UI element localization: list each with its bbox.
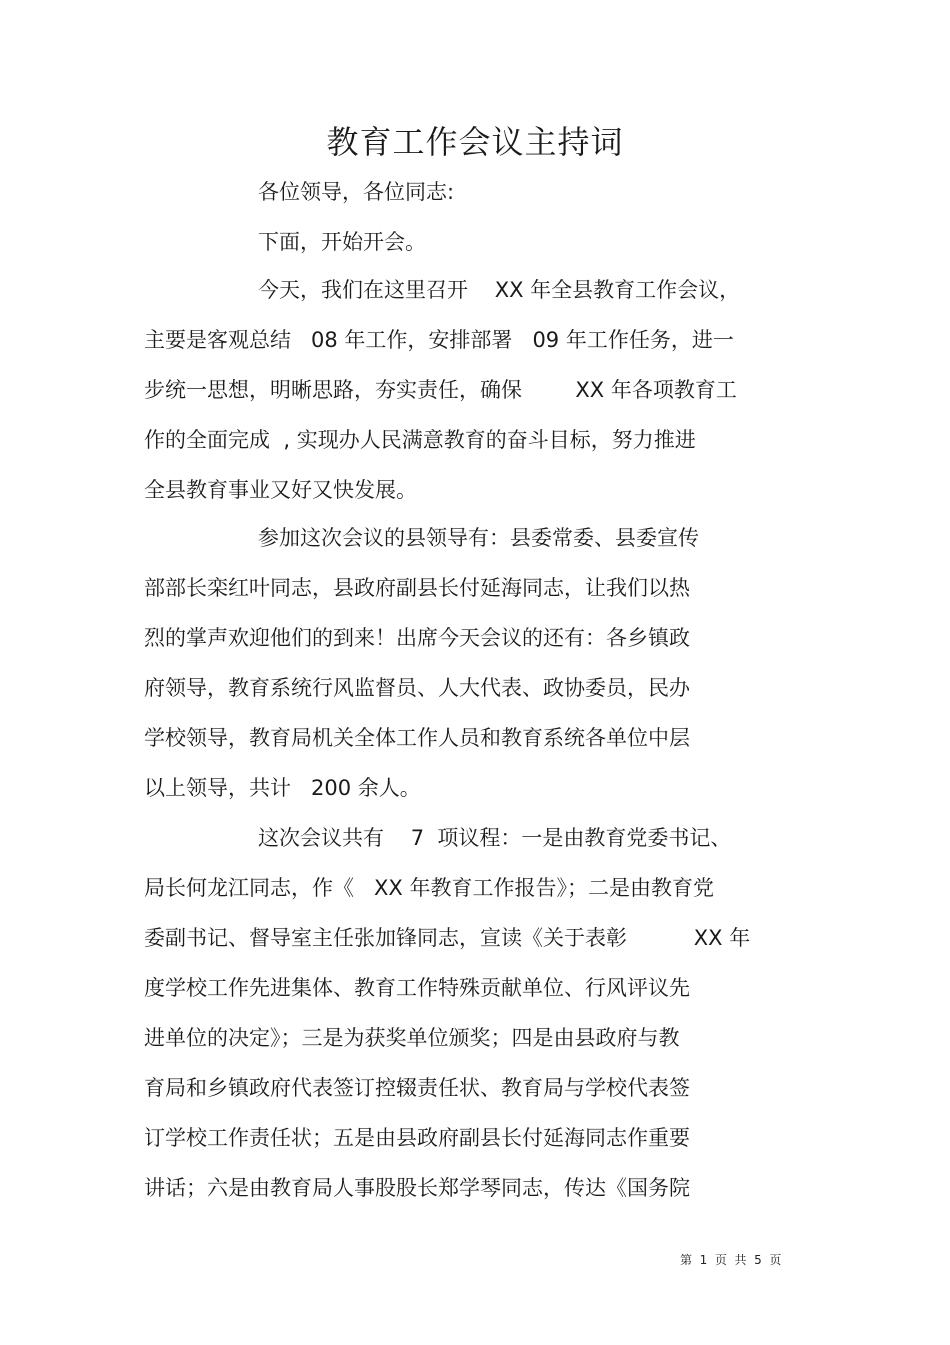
body-line: 下面，开始开会。 <box>258 230 426 254</box>
document-title: 教育工作会议主持词 <box>326 123 624 161</box>
body-line: 府领导，教育系统行风监督员、人大代表、政协委员，民办 <box>144 676 690 700</box>
body-line: 烈的掌声欢迎他们的到来！出席今天会议的还有：各乡镇政 <box>144 626 690 650</box>
body-line: 进单位的决定》；三是为获奖单位颁奖；四是由县政府与教 <box>144 1026 680 1050</box>
body-line: 讲话；六是由教育局人事股股长郑学琴同志，传达《国务院 <box>144 1176 690 1200</box>
body-line: 这次会议共有 7 项议程：一是由教育党委书记、 <box>258 826 732 850</box>
page-number: 第 1 页 共 5 页 <box>680 1253 782 1267</box>
body-line: 订学校工作责任状；五是由县政府副县长付延海同志作重要 <box>144 1126 690 1150</box>
body-line: 主要是客观总结 08 年工作，安排部署 09 年工作任务，进一 <box>144 328 734 352</box>
body-line: 今天，我们在这里召开 XX 年全县教育工作会议， <box>258 278 741 302</box>
body-line: 局长何龙江同志，作《 XX 年教育工作报告》；二是由教育党 <box>144 876 714 900</box>
body-line: 度学校工作先进集体、教育工作特殊贡献单位、行风评议先 <box>144 976 690 1000</box>
body-line: 全县教育事业又好又快发展。 <box>144 478 417 502</box>
body-line: 以上领导，共计 200 余人。 <box>144 776 421 800</box>
body-line: 育局和乡镇政府代表签订控辍责任状、教育局与学校代表签 <box>144 1076 690 1100</box>
body-line: 学校领导，教育局机关全体工作人员和教育系统各单位中层 <box>144 726 690 750</box>
body-line: 步统一思想，明晰思路，夯实责任，确保 XX 年各项教育工 <box>144 378 737 402</box>
body-line: 作的全面完成 , 实现办人民满意教育的奋斗目标，努力推进 <box>144 428 696 452</box>
body-line: 参加这次会议的县领导有：县委常委、县委宣传 <box>258 526 699 550</box>
body-line: 委副书记、督导室主任张加锋同志，宣读《关于表彰 XX 年 <box>144 926 751 950</box>
body-line: 各位领导，各位同志: <box>258 180 455 204</box>
body-line: 部部长栾红叶同志，县政府副县长付延海同志，让我们以热 <box>144 576 690 600</box>
